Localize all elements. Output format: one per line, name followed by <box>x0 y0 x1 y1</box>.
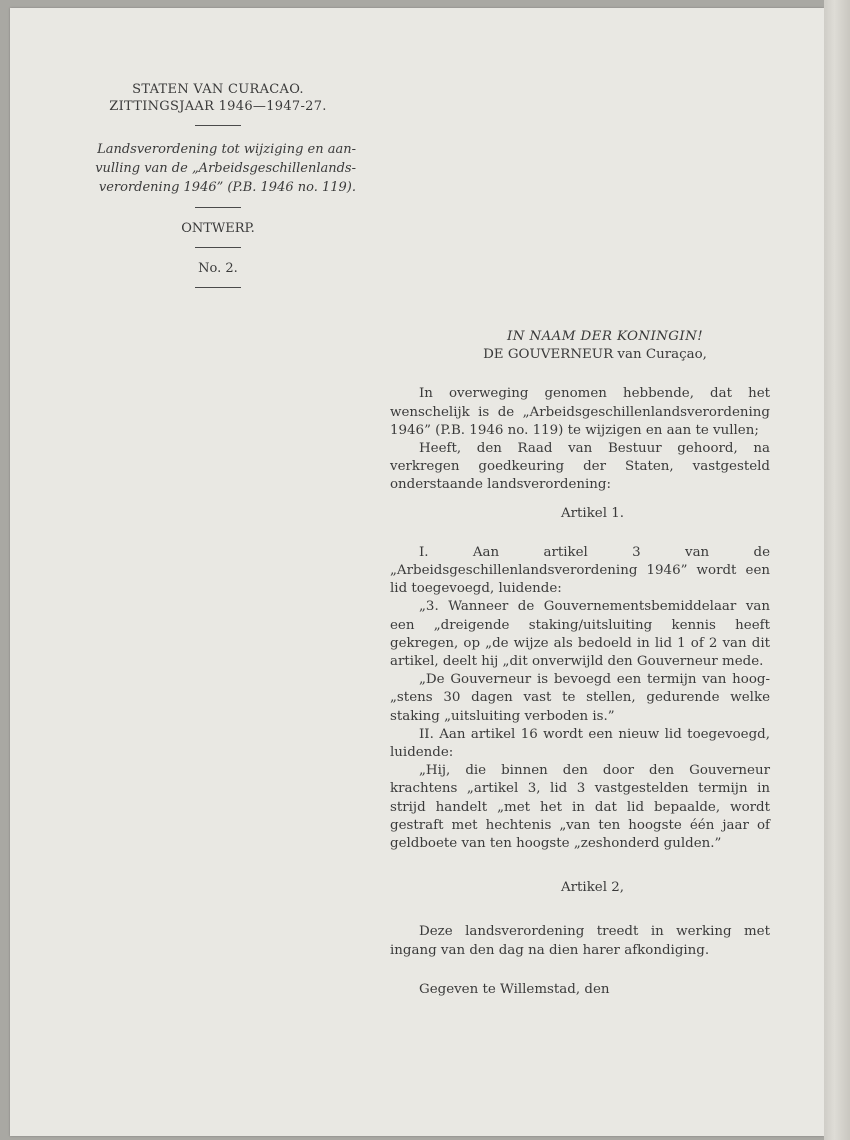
article-1-part-I: I. Aan artikel 3 van de „Arbeidsgeschillenlandsverordening 1946” wordt een lid toegevoegd, luidende: <box>390 544 770 597</box>
article-2-heading: Artikel 2, <box>560 880 625 896</box>
divider <box>195 247 241 248</box>
session-year: ZITTINGSJAAR 1946—1947-27. <box>109 99 327 114</box>
heading-queen: IN NAAM DER KONINGIN! <box>507 329 703 344</box>
ordinance-subject <box>70 140 366 197</box>
header-block <box>70 81 366 300</box>
preamble-paragraph: Heeft, den Raad van Bestuur gehoord, na verkregen goedkeuring der Staten, vastgesteld onderstaande landsverordening: <box>390 441 770 493</box>
subject-line: Landsverordening tot wijziging en aan- <box>97 142 356 157</box>
ordinance-body <box>390 328 770 999</box>
underlying-page-edge <box>824 0 850 1140</box>
heading-governor: DE GOUVERNEUR van Curaçao, <box>483 347 707 363</box>
divider <box>195 125 241 126</box>
article-2-text: Deze landsverordening treedt in werking met ingang van den dag na dien harer afkondiging. <box>390 924 770 958</box>
closing-line: Gegeven te Willemstad, den <box>419 981 610 997</box>
draft-label: ONTWERP. <box>181 221 255 236</box>
preamble-paragraph: In overweging genomen hebbende, dat het wenschelijk is de „Arbeidsgeschillenlandsverordening 1946” (P.B. 1946 no. 119) te wijzigen en aan te vullen; <box>390 386 770 438</box>
quoted-clause: „Hij, die binnen den door den Gouverneur krachtens „artikel 3, lid 3 vastgestelden termijn in strijd handelt „met het in dat lid bepaalde, wordt gestraft met hechtenis „van ten hoogste één jaar of geldboete van ten hoogste „zeshonderd gulden.” <box>390 763 770 852</box>
article-1-part-II: II. Aan artikel 16 wordt een nieuw lid toegevoegd, luidende: <box>390 726 770 761</box>
article-1-heading: Artikel 1. <box>560 505 625 521</box>
document-number: No. 2. <box>198 261 238 276</box>
document-page <box>10 8 824 1136</box>
subject-line: vulling van de „Arbeidsgeschillenlands- <box>95 161 356 176</box>
divider <box>195 287 241 288</box>
quoted-clause: „3. Wanneer de Gouvernementsbemiddelaar van een „dreigende staking/uitsluiting kennis heeft gekregen, op „de wijze als bedoeld in lid 1 of 2 van dit artikel, deelt hij „dit onverwijld den Gouverneur mede. <box>390 599 770 670</box>
divider <box>195 207 241 208</box>
quoted-clause: „De Gouverneur is bevoegd een termijn van hoog- „stens 30 dagen vast te stellen, gedurende welke staking „uitsluiting verboden is.” <box>390 672 770 724</box>
assembly-title: STATEN VAN CURACAO. <box>132 82 304 97</box>
subject-line: verordening 1946” (P.B. 1946 no. 119). <box>98 180 356 195</box>
